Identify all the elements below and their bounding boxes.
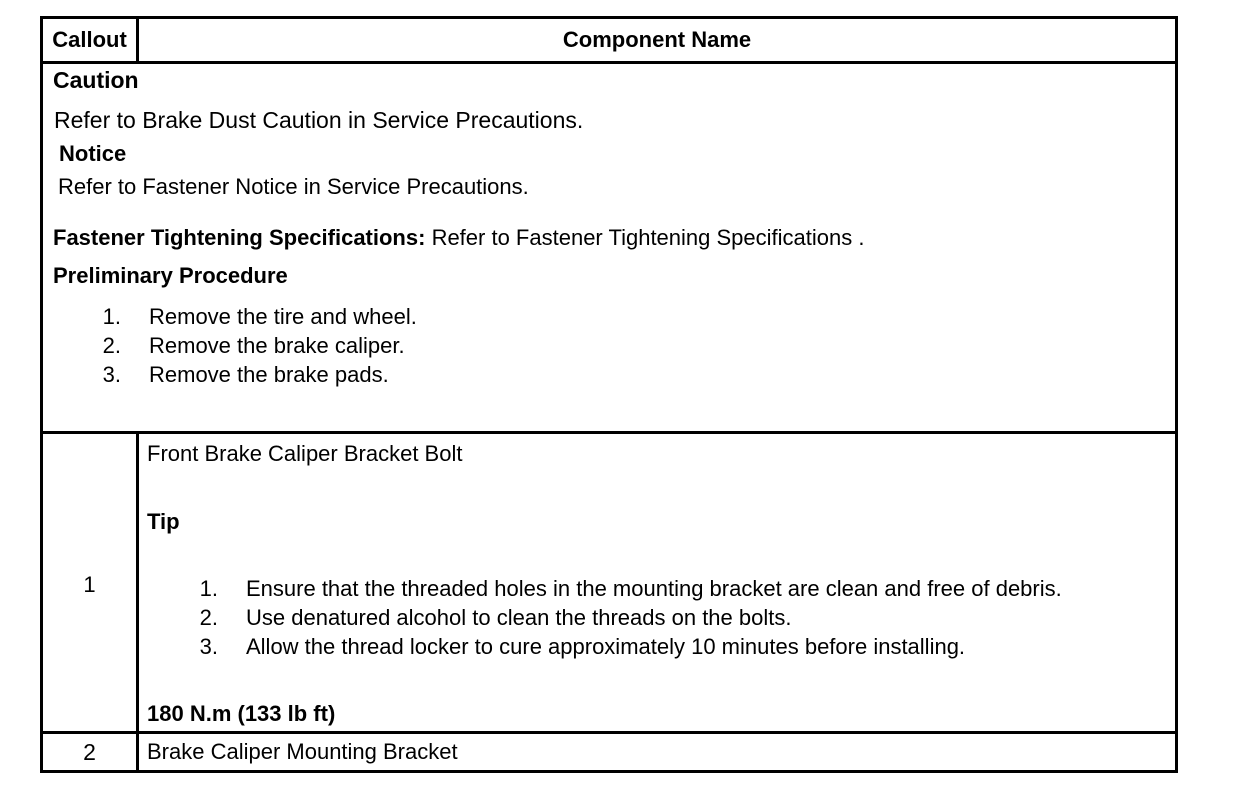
step-text: Use denatured alcohol to clean the threads on the bolts. (246, 605, 792, 630)
notice-text: Refer to Fastener Notice in Service Precautions. (58, 174, 529, 199)
step-number: 3. (199, 634, 218, 659)
table-row (43, 434, 1175, 734)
callout-cell (43, 434, 139, 731)
tip-step (188, 576, 1062, 602)
callout-column-header: Callout (43, 19, 139, 61)
tip-step (188, 605, 791, 631)
procedure-step (91, 304, 417, 330)
fastener-spec-text: Refer to Fastener Tightening Specifications . (431, 225, 865, 250)
step-number: 3. (102, 362, 121, 387)
caution-label: Caution (53, 67, 139, 93)
fastener-spec-label: Fastener Tightening Specifications: (53, 225, 426, 250)
step-text: Remove the brake caliper. (149, 333, 405, 358)
callout-number: 1 (83, 572, 96, 597)
step-number: 1. (102, 304, 121, 329)
component-name: Front Brake Caliper Bracket Bolt (147, 441, 463, 466)
procedure-step (91, 333, 405, 359)
component-name-column-header: Component Name (562, 27, 752, 52)
step-number: 2. (199, 605, 218, 630)
tip-step (188, 634, 965, 660)
step-number: 2. (102, 333, 121, 358)
step-text: Ensure that the threaded holes in the mounting bracket are clean and free of debris. (246, 576, 1062, 601)
component-table (40, 16, 1178, 773)
fastener-spec-line (53, 225, 864, 251)
table-row (43, 734, 1175, 770)
torque-spec: 180 N.m (133 lb ft) (147, 701, 336, 726)
table-header (43, 19, 1175, 64)
callout-number: 2 (43, 734, 139, 770)
preliminary-procedure-label: Preliminary Procedure (53, 263, 288, 288)
caution-text: Refer to Brake Dust Caution in Service Precautions. (54, 107, 584, 133)
preliminary-section (43, 64, 1175, 434)
step-text: Remove the brake pads. (149, 362, 389, 387)
component-name: Brake Caliper Mounting Bracket (147, 739, 458, 764)
step-text: Allow the thread locker to cure approximately 10 minutes before installing. (246, 634, 966, 659)
tip-label: Tip (147, 509, 180, 534)
notice-label: Notice (59, 141, 127, 166)
step-number: 1. (199, 576, 218, 601)
step-text: Remove the tire and wheel. (149, 304, 417, 329)
procedure-step (91, 362, 389, 388)
